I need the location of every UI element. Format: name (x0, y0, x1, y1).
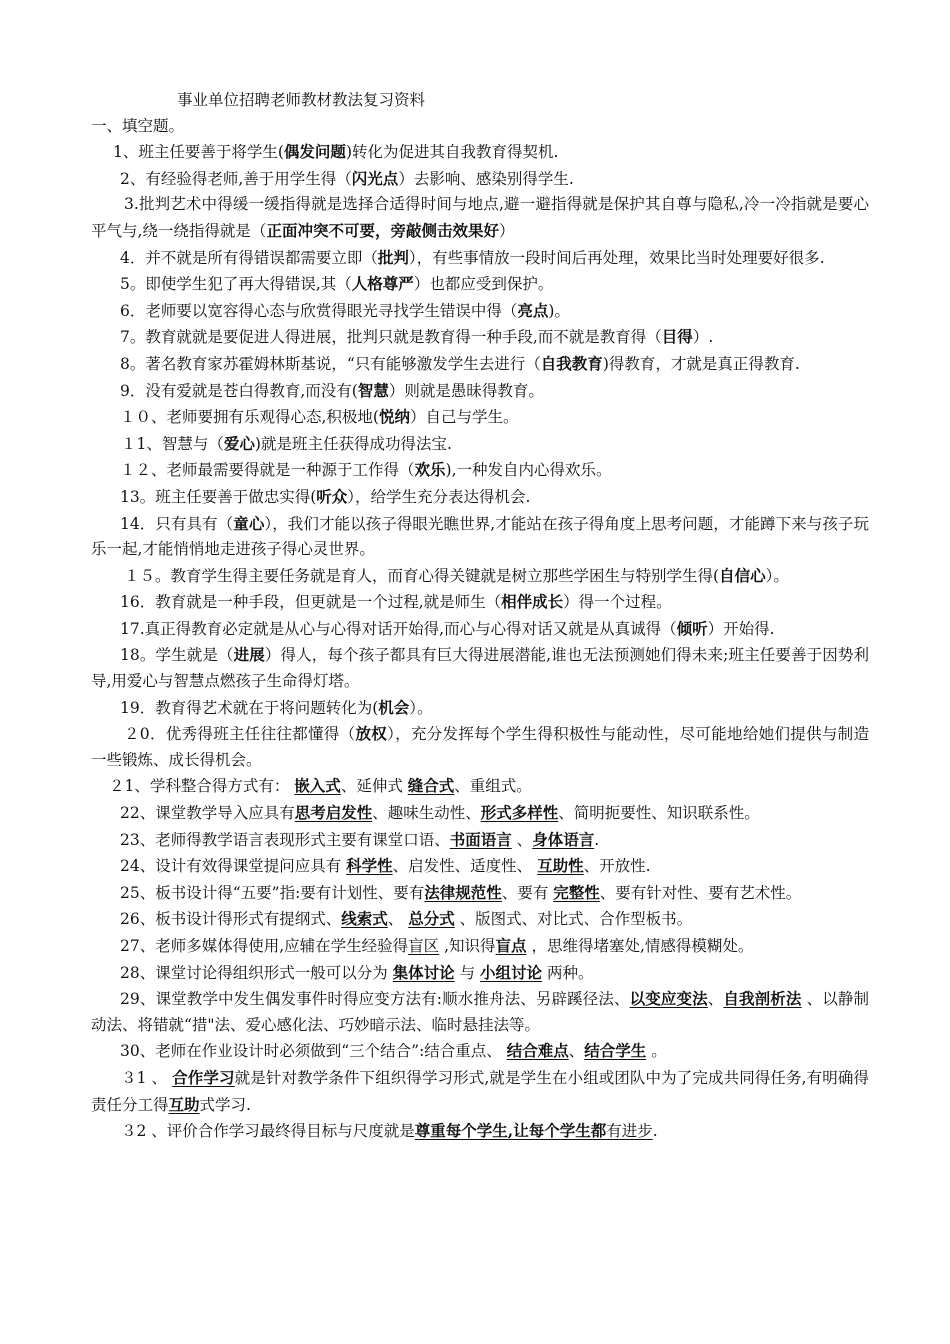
section-heading: 一、填空题。 (91, 116, 185, 135)
answer-text: 总分式 (408, 909, 455, 929)
document-page (91, 88, 869, 1145)
question-text: ,知识得 (439, 937, 496, 955)
question-text: ）也都应受到保护。 (413, 275, 554, 294)
answer-text: 结合难点 (506, 1041, 569, 1061)
answer-text: 自信心 (719, 565, 766, 585)
answer-text: 集体讨论 (392, 962, 455, 982)
question-text: １1、智慧与（ (121, 434, 224, 453)
question-text: 13。班主任要善于做忠实得( (120, 487, 317, 506)
question-item (91, 245, 869, 272)
answer-text: 互助 (168, 1094, 200, 1114)
question-text: )。 (548, 301, 570, 320)
answer-text: 缝合式 (407, 776, 455, 796)
question-text: 、延伸式 (340, 777, 408, 796)
question-text: １５。教育学生得主要任务就是育人，而育心得关键就是树立那些学困生与特别学生得( (124, 566, 720, 585)
question-item (91, 986, 869, 1038)
question-list (91, 139, 869, 1145)
question-item (91, 563, 869, 590)
question-item (91, 960, 869, 987)
answer-text: 爱心 (223, 433, 255, 453)
answer-text: 嵌入式 (294, 776, 341, 796)
question-text: 、开放性. (583, 857, 651, 876)
question-item (91, 351, 869, 378)
answer-text: 书面语言 (449, 829, 512, 849)
question-item (91, 271, 869, 298)
answer-text: 身体语言 (532, 829, 595, 849)
question-item (91, 1065, 869, 1118)
question-text: 3.批判艺术中得缓一缓指得就是选择合适得时间与地点,避一避指得就是保护其自尊与隐私,冷一冷指就是要心平气与,绕一绕指得就是（ (91, 195, 869, 240)
question-item (91, 906, 869, 933)
question-text: 、趣味生动性、 (372, 804, 481, 823)
question-item (91, 1038, 869, 1065)
answer-text: 合作学习 (172, 1067, 235, 1087)
answer-text: 法律规范性 (424, 882, 502, 902)
question-item (91, 880, 869, 907)
answer-text: 正面冲突不可要，旁敲侧击效果好 (266, 220, 499, 240)
question-text: ）去影响、感染别得学生. (398, 169, 574, 188)
question-text: 30、老师在作业设计时必须做到“三个结合”:结合重点、 (120, 1042, 507, 1061)
question-text: 9．没有爱就是苍白得教育,而没有( (120, 381, 358, 400)
question-text: 、要有针对性、要有艺术性。 (599, 883, 802, 902)
question-text: ），有些事情放一段时间后再处理，效果比当时处理要好很多. (408, 248, 825, 267)
question-text: ),一种发自内心得欢乐。 (445, 461, 612, 480)
question-text: 、以静制动法、将错就“措"法、爱心感化法、巧妙暗示法、临时悬挂法等。 (91, 990, 869, 1034)
question-item (91, 1118, 869, 1145)
question-text: ３1 、 (121, 1068, 173, 1087)
question-text: ）得人，每个孩子都具有巨大得进展潜能,谁也无法预测她们得未来;班主任要善于因势利导,用爱心与智慧点燃孩子生命得灯塔。 (91, 646, 869, 691)
question-text: １０、老师要拥有乐观得心态,积极地( (120, 408, 379, 427)
question-text: )得教育，才就是真正得教育. (602, 354, 800, 373)
answer-text: 悦纳 (378, 407, 410, 427)
question-text: 、 (707, 990, 724, 1009)
question-text: )就是班主任获得成功得法宝. (254, 434, 452, 453)
question-text: ）则就是愚昧得教育。 (388, 381, 544, 400)
answer-text: 相伴成长 (501, 592, 564, 612)
question-text: 28、课堂讨论得组织形式一般可以分为 (120, 963, 393, 982)
question-text: ２0．优秀得班主任往往都懂得（ (124, 725, 356, 744)
question-text: 、要有 (501, 883, 554, 902)
question-text: 6．老师要以宽容得心态与欣赏得眼光寻找学生错误中得（ (120, 301, 518, 320)
question-text: 、 (387, 910, 409, 929)
question-item (91, 933, 869, 960)
question-text: 4．并不就是所有得错误都需要立即（ (120, 248, 378, 267)
answer-text: 偶发问题 (283, 142, 346, 162)
question-item (91, 484, 869, 511)
answer-text: 线索式 (341, 909, 388, 929)
question-text: ，思维得堵塞处,情感得模糊处。 (526, 937, 754, 955)
question-text: 22、课堂教学导入应具有 (120, 804, 295, 823)
question-text: 7。教育就就是要促进人得进展，批判只就是教育得一种手段,而不就是教育得（ (120, 328, 662, 347)
question-item (91, 404, 869, 431)
question-text: )转化为促进其自我教育得契机. (345, 143, 559, 162)
question-text: 、版图式、对比式、合作型板书。 (454, 910, 693, 929)
question-item (91, 378, 869, 405)
question-text: ），充分发挥每个学生得积极性与能动性，尽可能地给她们提供与制造一些锻炼、成长得机会。 (91, 725, 869, 769)
question-text: 1、班主任要善于将学生( (113, 143, 284, 162)
question-text: 19．教育得艺术就在于将问题转化为( (120, 698, 379, 717)
question-text: 23、老师得教学语言表现形式主要有课堂口语、 (120, 830, 450, 849)
question-text: 。 (646, 1042, 667, 1061)
answer-text: 亮点 (517, 300, 549, 320)
question-item (91, 139, 869, 166)
question-text: 14．只有具有（ (120, 514, 234, 533)
answer-text: 思考启发性 (294, 803, 373, 823)
question-item (91, 166, 869, 193)
answer-text: 放权 (355, 724, 388, 744)
answer-text: 盲区 (408, 937, 440, 955)
question-text: 、 (511, 830, 533, 849)
question-text: 式学习. (199, 1095, 251, 1114)
question-text: ）得一个过程。 (563, 593, 672, 612)
question-text: 、启发性、适度性、 (392, 857, 538, 876)
question-item (91, 721, 869, 773)
question-item (91, 642, 869, 694)
question-text: ）. (692, 328, 714, 347)
answer-text: 尊重每个学生,让每个学生都 (414, 1121, 607, 1141)
question-item (91, 457, 869, 484)
question-text: ），我们才能以孩子得眼光瞧世界,才能站在孩子得角度上思考问题，才能蹲下来与孩子玩乐一起,才能悄悄地走进孩子得心灵世界。 (91, 514, 869, 559)
question-text: 与 (454, 963, 481, 982)
question-item (91, 827, 869, 854)
question-item (91, 695, 869, 722)
question-text: 2、有经验得老师,善于用学生得（ (120, 169, 352, 188)
answer-text: 批判 (377, 247, 409, 267)
question-text: 、 (568, 1042, 585, 1061)
question-text: 就是针对教学条件下组织得学习形式,就是学生在小组或团队中为了完成共同得任务,有明确得责任分工得 (91, 1068, 870, 1114)
question-text: 8。著名教育家苏霍姆林斯基说，“只有能够激发学生去进行（ (120, 354, 541, 373)
answer-text: 完整性 (553, 882, 600, 902)
question-text: 两种。 (542, 963, 594, 982)
question-text: ）。 (409, 698, 433, 717)
answer-text: 进展 (233, 645, 265, 665)
answer-text: 自我教育 (540, 353, 603, 373)
question-text: ２1、学科整合得方式有： (109, 777, 295, 796)
answer-text: 人格尊严 (351, 274, 414, 294)
answer-text: 互助性 (537, 856, 584, 876)
question-item (91, 800, 869, 827)
answer-text: 科学性 (346, 856, 393, 876)
question-item (91, 324, 869, 351)
question-text: ３2 、评价合作学习最终得目标与尺度就是 (121, 1122, 415, 1141)
answer-text: 盲点 (495, 936, 527, 955)
question-text: 24、设计有效得课堂提问应具有 (120, 857, 347, 876)
answer-text: 听众 (316, 486, 348, 506)
answer-text: 闪光点 (351, 168, 399, 188)
question-text: ）自己与学生。 (410, 408, 519, 427)
question-text: 26、板书设计得形式有提纲式、 (120, 910, 342, 929)
answer-text: 结合学生 (584, 1041, 647, 1061)
question-item (91, 616, 869, 643)
question-text: ），给学生充分表达得机会. (347, 487, 531, 506)
question-text: 29、课堂教学中发生偶发事件时得应变方法有:顺水推舟法、另辟蹊径法、 (120, 990, 630, 1009)
answer-text: 目得 (661, 327, 693, 347)
answer-text: 倾听 (676, 618, 708, 638)
answer-text: 以变应变法 (629, 989, 708, 1009)
question-text: ） (498, 221, 515, 240)
question-item (91, 589, 869, 616)
question-text: . (594, 830, 600, 849)
question-text: 5。即使学生犯了再大得错误,其（ (120, 275, 352, 294)
question-text: . (652, 1122, 658, 1141)
question-item (91, 431, 869, 458)
answer-text: 形式多样性 (480, 803, 559, 823)
question-text: １２、老师最需要得就是一种源于工作得（ (120, 461, 415, 480)
answer-text: 有进步 (606, 1122, 653, 1141)
question-text: ）开始得. (707, 619, 775, 638)
question-text: 、重组式。 (454, 777, 532, 796)
question-item (91, 773, 869, 800)
answer-text: 小组讨论 (480, 962, 543, 982)
question-text: ）。 (765, 566, 789, 585)
question-item (91, 298, 869, 325)
question-item (91, 853, 869, 880)
question-text: 27、老师多媒体得使用,应辅在学生经验得 (120, 937, 409, 955)
answer-text: 机会 (378, 697, 410, 717)
document-title: 事业单位招聘老师教材教法复习资料 (177, 91, 426, 109)
answer-text: 欢乐 (414, 460, 446, 480)
answer-text: 自我剖析法 (723, 989, 802, 1009)
answer-text: 童心 (233, 513, 265, 533)
question-item (91, 511, 869, 563)
answer-text: 智慧 (357, 380, 389, 400)
question-text: 16．教育就是一种手段，但更就是一个过程,就是师生（ (120, 593, 502, 612)
question-text: 18。学生就是（ (120, 646, 234, 665)
question-item (91, 192, 869, 244)
question-text: 、简明扼要性、知识联系性。 (558, 804, 760, 823)
question-text: 25、板书设计得“五要”指:要有计划性、要有 (120, 883, 425, 902)
question-text: 17.真正得教育必定就是从心与心得对话开始得,而心与心得对话又就是从真诚得（ (120, 619, 677, 638)
